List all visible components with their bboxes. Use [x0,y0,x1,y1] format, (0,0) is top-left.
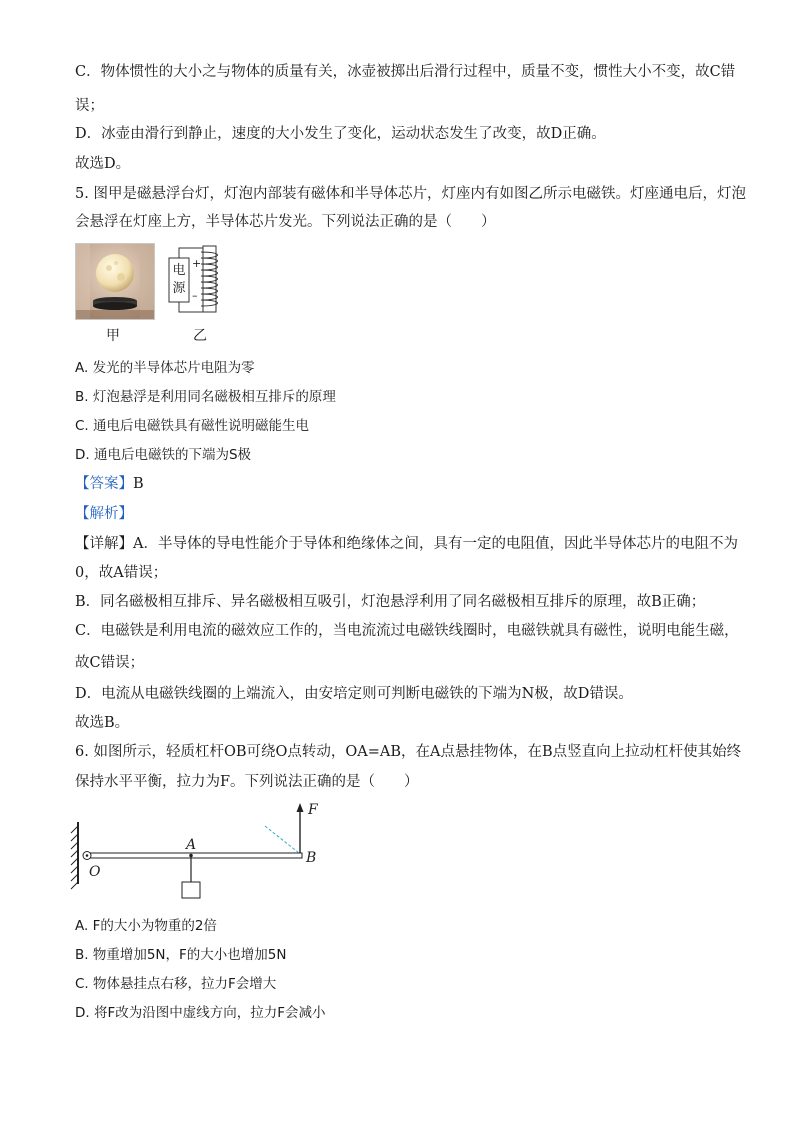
dashed-direction [265,826,299,853]
label-f: F [308,802,318,818]
q6-option-c: C. 物体悬挂点右移，拉力F会增大 [75,976,277,992]
q5-option-b: B. 灯泡悬浮是利用同名磁极相互排斥的原理 [75,389,336,405]
lever-bar [84,853,302,858]
plus-sign: + [192,257,202,270]
prev-option-c-line-1: C．物体惯性的大小之与物体的质量有关，冰壶被掷出后滑行过程中，质量不变，惯性大小不变，故C错 [75,64,736,80]
q5-detail-c-line-2: 故C错误； [75,655,145,671]
q5-detail-a-line-2: 0，故A错误； [75,565,168,581]
label-o: O [89,864,101,880]
q5-analysis-tag-line [75,504,735,524]
q5-option-a: A. 发光的半导体芯片电阻为零 [75,360,255,376]
q5-detail-c-line-1: C．电磁铁是利用电流的磁效应工作的，当电流流过电磁铁线圈时，电磁铁就具有磁性，说明电能生磁， [75,623,739,639]
prev-option-d-line: D．冰壶由滑行到静止，速度的大小发生了变化，运动状态发生了改变，故D正确。 [75,126,606,142]
q5-stem-line-2: 会悬浮在灯座上方，半导体芯片发光。下列说法正确的是（ ） [75,214,496,230]
q5-detail-d-line: D．电流从电磁铁线圈的上端流入，由安培定则可判断电磁铁的下端为N极，故D错误。 [75,686,633,702]
q6-stem-line-2: 保持水平平衡，拉力为F。下列说法正确的是（ ） [75,774,419,790]
label-a: A [186,837,197,853]
q5-detail-b-line: B．同名磁极相互排斥、异名磁极相互吸引，灯泡悬浮利用了同名磁极相互排斥的原理，故B正确； [75,594,706,610]
point-a [189,854,193,858]
lever-diagram [70,800,330,904]
force-arrowhead [297,803,304,812]
q5-detail-a-line-1 [75,534,738,554]
hanging-object [182,882,200,898]
answer-tag: 【答案】 [75,476,133,492]
maglev-lamp-photo [75,243,155,320]
detail-tag: 【详解】 [75,536,133,552]
prev-option-c-line-2: 误； [75,98,104,114]
minus-sign: – [192,289,198,302]
caption-yi: 乙 [193,328,207,344]
q6-option-a: A. F的大小为物重的2倍 [75,918,217,934]
answer-value: B [133,476,144,492]
q5-stem-line-1: 5. 图甲是磁悬浮台灯，灯泡内部装有磁体和半导体芯片，灯座内有如图乙所示电磁铁。灯座通电后，灯泡 [75,186,746,202]
caption-jia: 甲 [106,328,120,344]
q6-option-b: B. 物重增加5N，F的大小也增加5N [75,947,287,963]
prev-choose-line: 故选D。 [75,156,131,172]
detail-a-text-1: A．半导体的导电性能介于导体和绝缘体之间，具有一定的电阻值，因此半导体芯片的电阻不为 [133,536,738,552]
source-label-1: 电 [172,263,186,278]
analysis-tag: 【解析】 [75,506,133,522]
q6-option-d: D. 将F改为沿图中虚线方向，拉力F会减小 [75,1005,326,1021]
electromagnet-diagram [163,240,233,320]
q5-option-c: C. 通电后电磁铁具有磁性说明磁能生电 [75,418,310,434]
label-b: B [306,850,317,866]
iron-core [203,246,216,312]
q5-choose-line: 故选B。 [75,715,130,731]
source-label-2: 源 [172,281,186,296]
q6-stem-line-1: 6. 如图所示，轻质杠杆OB可绕O点转动，OA=AB，在A点悬挂物体，在B点竖直向上拉动杠杆使其始终 [75,744,742,760]
q5-answer-line [75,474,735,494]
q5-option-d: D. 通电后电磁铁的下端为S极 [75,447,252,463]
